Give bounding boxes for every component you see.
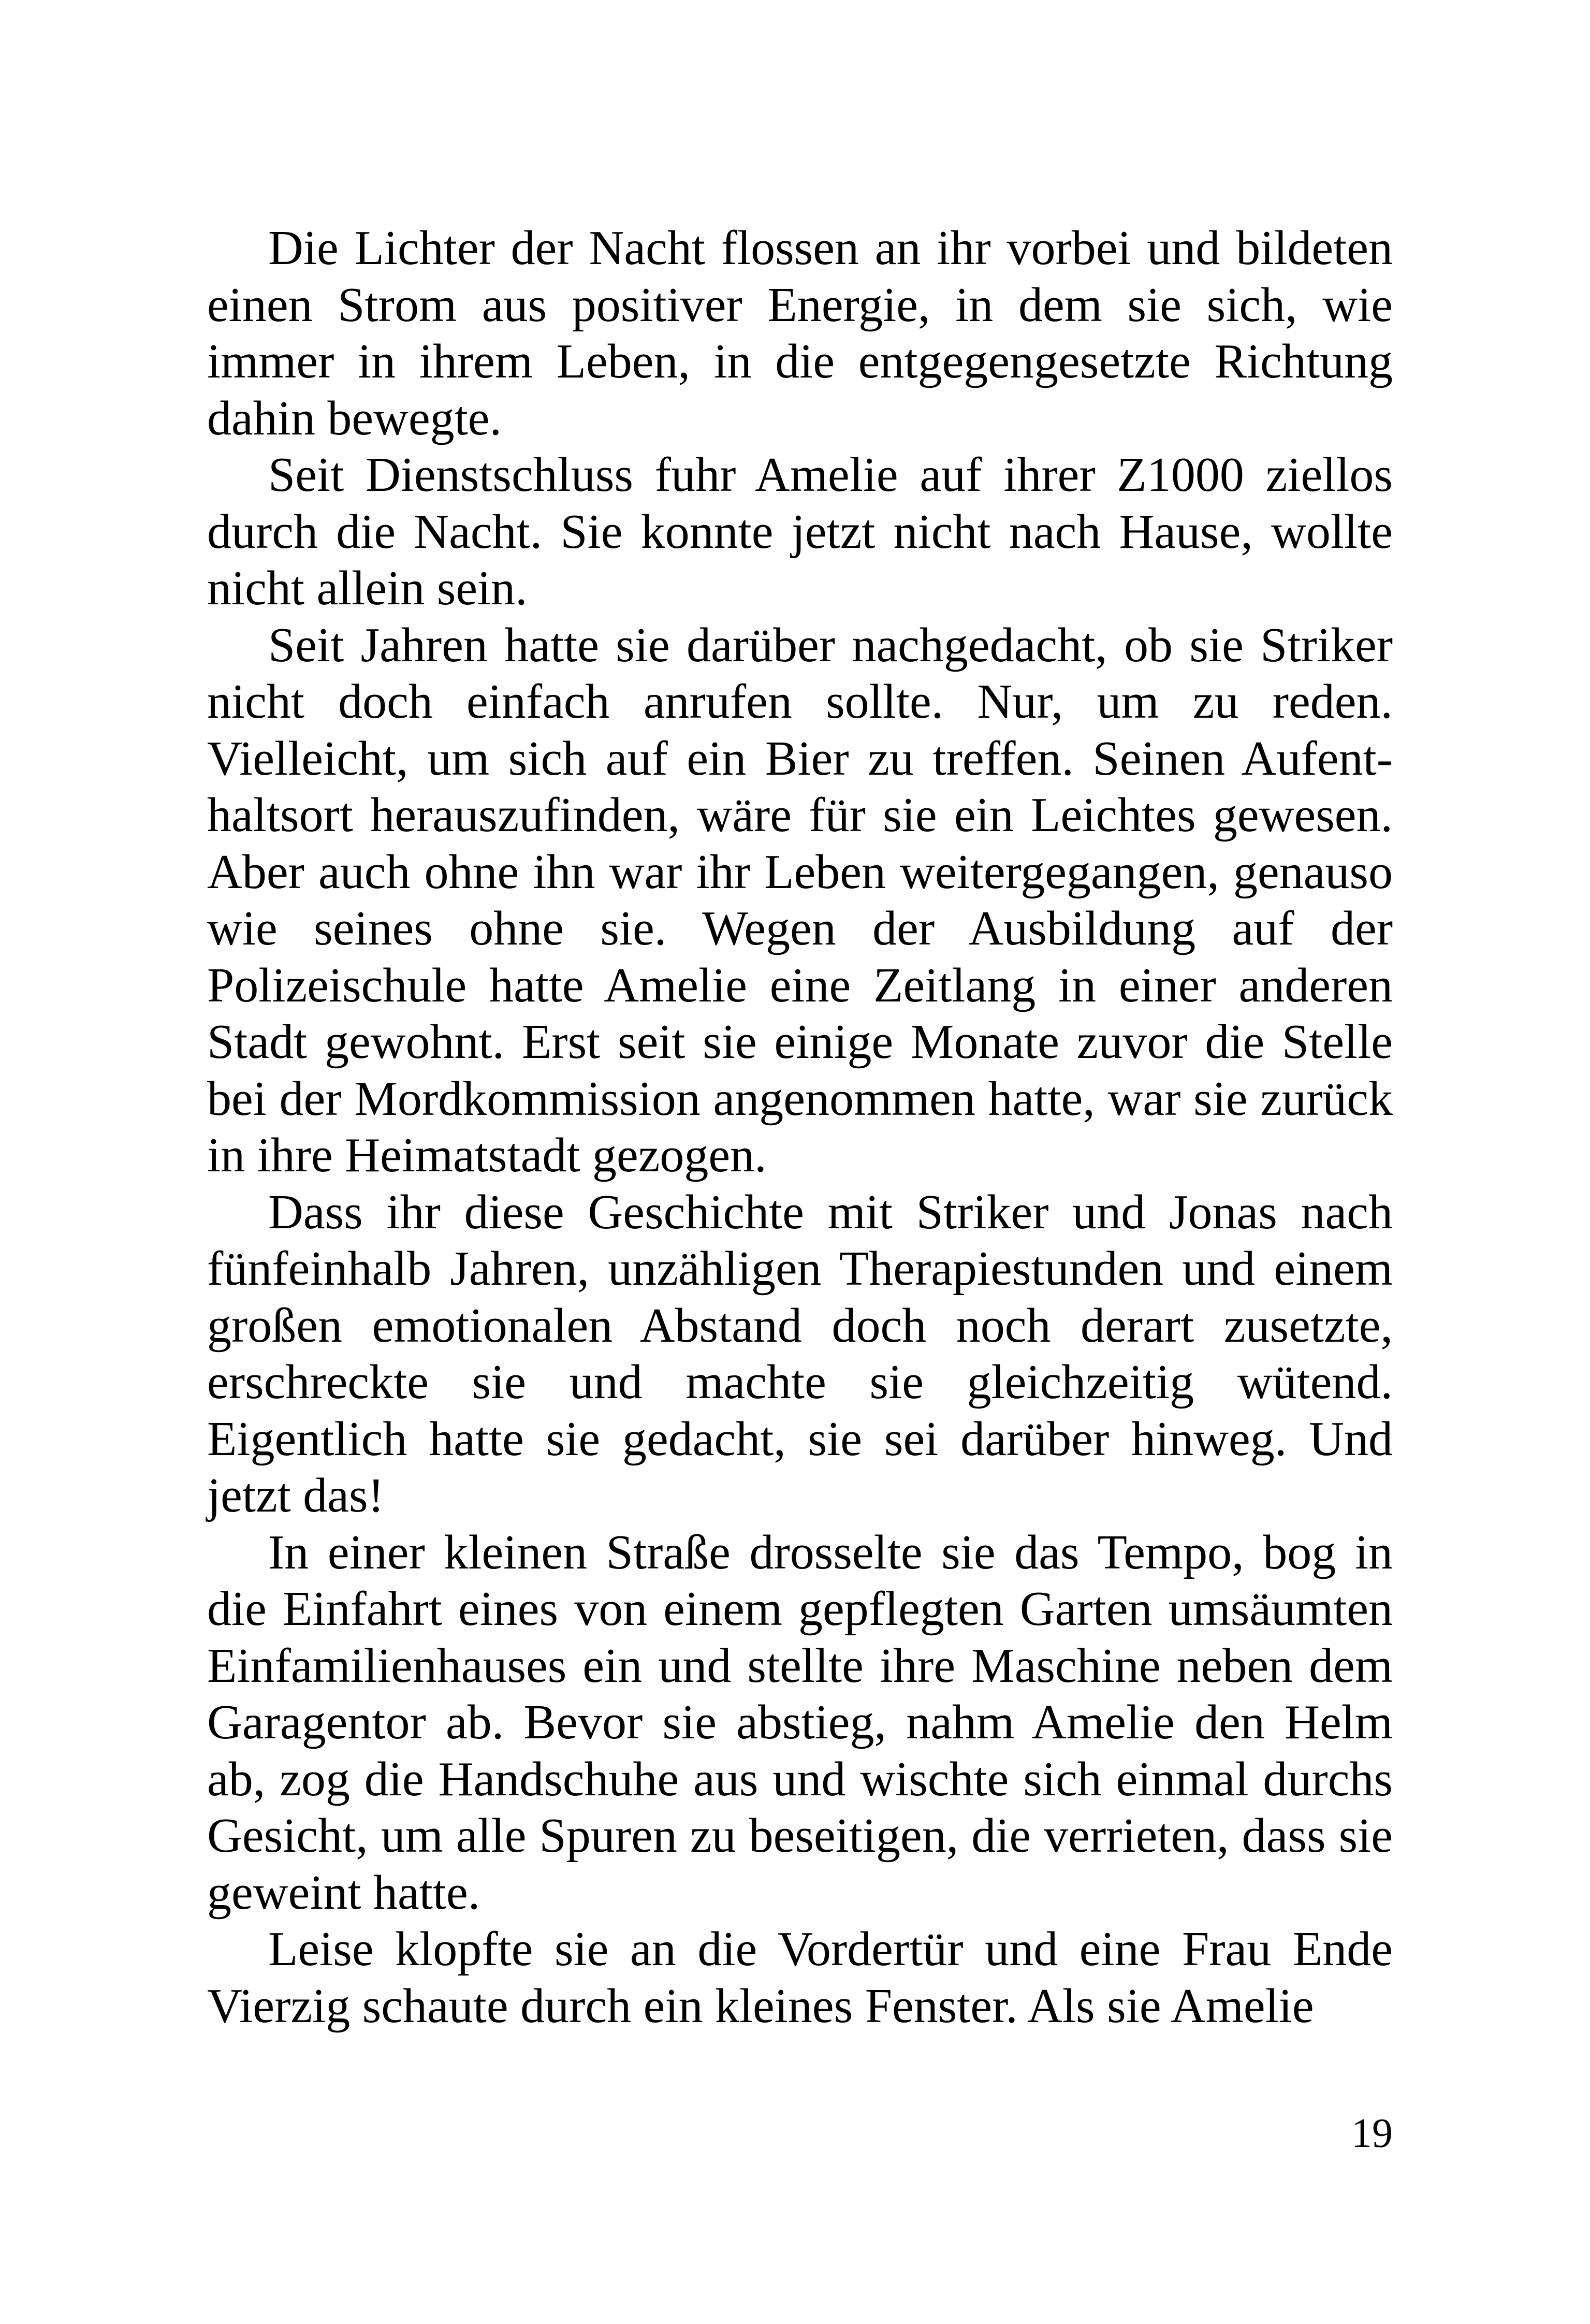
page-number: 19 xyxy=(1351,2111,1393,2156)
paragraph: Die Lichter der Nacht flossen an ihr vorbei und bildeten einen Strom aus positiver Energie, in dem sie sich, wie immer in ihrem Leben, in die entgegengesetzte Richtung dahin bewegte. xyxy=(207,221,1393,445)
paragraph: Seit Jahren hatte sie darüber nachgedacht, ob sie Striker nicht doch einfach anrufen sollte. Nur, um zu reden. Vielleicht, um sich auf ein Bier zu treffen. Seinen Aufenthaltsort herauszufinden, wäre für sie ein Leichtes gewesen. Aber auch ohne ihn war ihr Leben weitergegangen, genauso wie seines ohne sie. Wegen der Ausbildung auf der Polizeischule hatte Amelie eine Zeitlang in einer anderen Stadt gewohnt. Erst seit sie einige Monate zuvor die Stelle bei der Mordkommission angenommen hatte, war sie zurück in ihre Heimatstadt gezogen. xyxy=(207,618,1393,1182)
paragraph: Leise klopfte sie an die Vordertür und eine Frau Ende Vierzig schaute durch ein kleines Fenster. Als sie Amelie xyxy=(207,1922,1393,2033)
paragraph: In einer kleinen Straße drosselte sie das Tempo, bog in die Einfahrt eines von einem gepflegten Garten umsäumten Einfamilienhauses ein und stellte ihre Maschine neben dem Garagentor ab. Bevor sie abstieg, nahm Amelie den Helm ab, zog die Handschuhe aus und wischte sich einmal durchs Gesicht, um alle Spuren zu beseitigen, die verrieten, dass sie geweint hatte. xyxy=(207,1525,1393,1920)
paragraph: Seit Dienstschluss fuhr Amelie auf ihrer Z1000 ziellos durch die Nacht. Sie konnte jetzt nicht nach Hause, wollte nicht allein sein. xyxy=(207,448,1393,615)
body-text xyxy=(207,220,1393,2035)
paragraph: Dass ihr diese Geschichte mit Striker und Jonas nach fünfeinhalb Jahren, unzähligen Therapiestunden und einem großen emotionalen Abstand doch noch derart zusetzte, erschreckte sie und machte sie gleichzeitig wütend. Eigentlich hatte sie gedacht, sie sei darüber hinweg. Und jetzt das! xyxy=(207,1185,1393,1522)
